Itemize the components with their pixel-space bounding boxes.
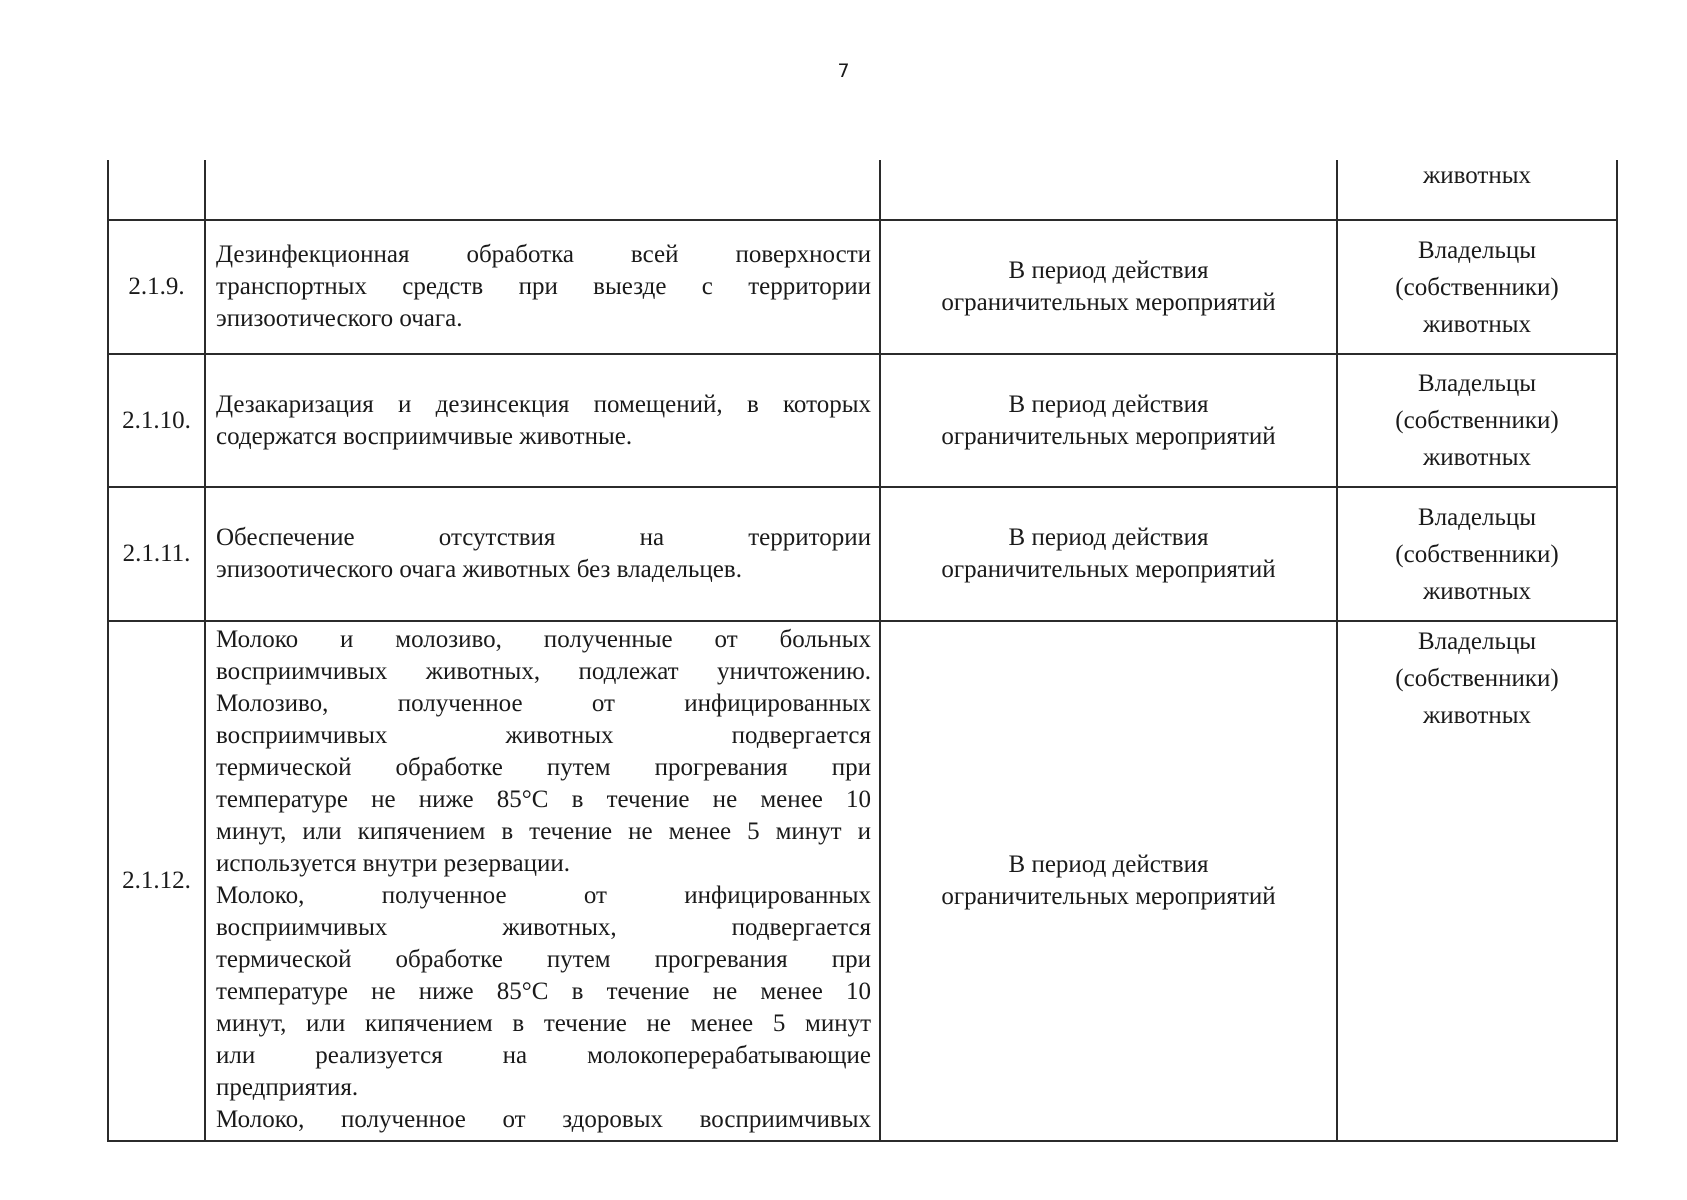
table-row — [108, 220, 1617, 354]
description-line: температуре не ниже 85°С в течение не менее 10 — [216, 786, 871, 813]
period-cell — [880, 487, 1337, 621]
description-line: Дезакаризация и дезинсекция помещений, в которых — [216, 390, 871, 418]
period-line: В период действия — [1008, 390, 1209, 418]
responsible-line: (собственники) — [1395, 407, 1559, 434]
description-line: температуре не ниже 85°С в течение не менее 10 — [216, 978, 871, 1005]
description-line: Молозиво, полученное от инфицированных — [216, 690, 871, 717]
description-cell — [205, 220, 880, 354]
measures-table — [107, 160, 1618, 1142]
responsible-line: Владельцы — [1417, 370, 1537, 397]
description-line: эпизоотического очага. — [216, 305, 463, 332]
description-line: Обеспечение отсутствия на территории — [216, 524, 871, 551]
period-line: ограничительных мероприятий — [941, 289, 1276, 316]
description-line: термической обработке путем прогревания при — [216, 946, 871, 973]
responsible-cell — [1337, 487, 1617, 621]
period-cell — [880, 621, 1337, 1141]
responsible-line: (собственники) — [1395, 665, 1559, 692]
row-number-cell: 2.1.11. — [108, 487, 205, 621]
description-line: восприимчивых животных, подвергается — [216, 914, 871, 941]
description-cell — [205, 354, 880, 487]
description-line: минут, или кипячением в течение не менее 5 минут и — [216, 818, 871, 845]
description-line: содержатся восприимчивые животные. — [216, 422, 633, 450]
row-number-cell: 2.1.9. — [108, 220, 205, 354]
responsible-cell — [1337, 220, 1617, 354]
description-line: Молоко и молозиво, полученные от больных — [216, 626, 871, 653]
period-line: ограничительных мероприятий — [941, 556, 1276, 583]
description-line: Молоко, полученное от здоровых восприимчивых — [216, 1106, 871, 1133]
description-line: предприятия. — [216, 1074, 359, 1101]
description-line: или реализуется на молокоперерабатывающие — [216, 1042, 871, 1069]
period-cell — [880, 354, 1337, 487]
description-line: восприимчивых животных подвергается — [216, 722, 871, 749]
row-number-cell: 2.1.10. — [108, 354, 205, 487]
description-line: используется внутри резервации. — [216, 850, 570, 877]
page-number: 7 — [837, 60, 850, 82]
responsible-line: животных — [1422, 162, 1532, 189]
description-line: восприимчивых животных, подлежат уничтожению. — [216, 658, 871, 685]
responsible-line: животных — [1422, 577, 1532, 605]
period-cell — [880, 160, 1337, 220]
table-row — [108, 487, 1617, 621]
row-number-cell: 2.1.12. — [108, 621, 205, 1141]
row-number-cell — [108, 160, 205, 220]
responsible-cell — [1337, 354, 1617, 487]
period-line: ограничительных мероприятий — [941, 422, 1276, 450]
responsible-cell — [1337, 621, 1617, 1141]
responsible-line: Владельцы — [1417, 628, 1537, 655]
responsible-line: Владельцы — [1417, 236, 1537, 264]
responsible-line: животных — [1422, 310, 1532, 338]
description-line: транспортных средств при выезде с территории — [216, 273, 871, 300]
table-row — [108, 160, 1617, 220]
period-line: В период действия — [1008, 524, 1209, 551]
responsible-line: (собственники) — [1395, 540, 1559, 568]
period-cell — [880, 220, 1337, 354]
responsible-line: (собственники) — [1395, 273, 1559, 301]
description-line: минут, или кипячением в течение не менее 5 минут — [216, 1010, 871, 1037]
responsible-line: животных — [1422, 444, 1532, 471]
responsible-line: Владельцы — [1417, 503, 1537, 531]
period-line: В период действия — [1008, 257, 1209, 284]
responsible-cell — [1337, 160, 1617, 220]
responsible-line: животных — [1422, 702, 1532, 729]
description-line: термической обработке путем прогревания при — [216, 754, 871, 781]
description-line: эпизоотического очага животных без владельцев. — [216, 556, 742, 583]
table-row — [108, 354, 1617, 487]
description-line: Молоко, полученное от инфицированных — [216, 882, 871, 909]
description-cell — [205, 487, 880, 621]
description-line: Дезинфекционная обработка всей поверхности — [216, 241, 871, 268]
description-cell — [205, 160, 880, 220]
period-line: ограничительных мероприятий — [941, 883, 1276, 910]
table-row — [108, 621, 1617, 1141]
period-line: В период действия — [1008, 851, 1209, 878]
description-cell — [205, 621, 880, 1141]
